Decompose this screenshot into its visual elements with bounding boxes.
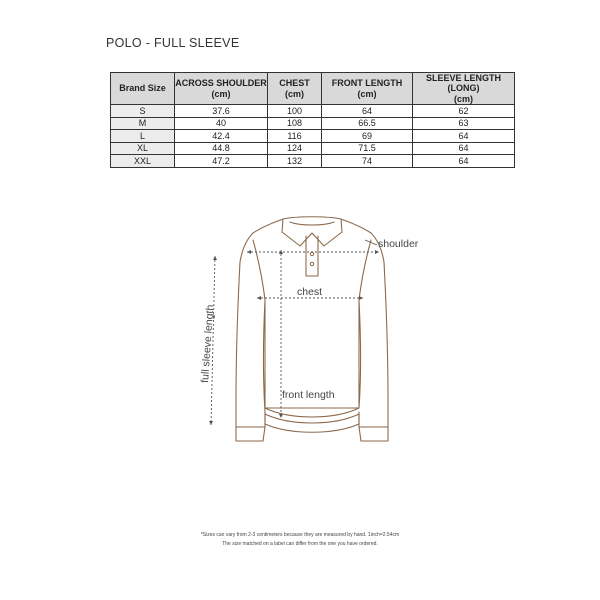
- front-length-label: front length: [282, 389, 335, 401]
- cell-chest: 132: [268, 155, 322, 168]
- cell-sleeve-length: 64: [413, 155, 515, 168]
- sleeve-arrow-bottom: [209, 421, 213, 425]
- footnote: [0, 531, 600, 548]
- cell-sleeve-length: 64: [413, 142, 515, 155]
- cell-shoulder: 37.6: [175, 105, 268, 118]
- sleeve-arrow-top: [213, 256, 217, 260]
- left-sleeve-seam: [253, 240, 265, 300]
- cell-sleeve-length: 62: [413, 105, 515, 118]
- button: [310, 252, 313, 255]
- shoulder-label: shoulder: [378, 238, 419, 250]
- footnote-line-1: *Sizes can vary from 2-3 centimeters because they are measured by hand. 1inch=2.54cm: [200, 532, 400, 538]
- cell-chest: 108: [268, 117, 322, 130]
- header-brand-size: Brand Size: [111, 73, 175, 105]
- chest-arrow-left: [257, 296, 261, 300]
- cell-size: S: [111, 105, 175, 118]
- cell-front-length: 71.5: [322, 142, 413, 155]
- cell-sleeve-length: 64: [413, 130, 515, 143]
- shirt-outline: [236, 217, 388, 441]
- cell-size: L: [111, 130, 175, 143]
- header-front-length: FRONT LENGTH (cm): [322, 73, 413, 105]
- header-sleeve-length: SLEEVE LENGTH (LONG) (cm): [413, 73, 515, 105]
- collar: [282, 217, 342, 246]
- cell-front-length: 66.5: [322, 117, 413, 130]
- cell-front-length: 64: [322, 105, 413, 118]
- cell-shoulder: 44.8: [175, 142, 268, 155]
- chest-label: chest: [297, 286, 323, 298]
- left-cuff: [236, 427, 265, 441]
- right-cuff: [359, 427, 388, 441]
- sleeve-label: full sleeve length: [199, 304, 217, 384]
- cell-shoulder: 47.2: [175, 155, 268, 168]
- footnote-line-2: The size matched on a label can differ from the one you have ordered.: [222, 540, 378, 547]
- cell-chest: 124: [268, 142, 322, 155]
- cell-size: XL: [111, 142, 175, 155]
- cell-shoulder: 42.4: [175, 130, 268, 143]
- page-title: POLO - FULL SLEEVE: [106, 36, 240, 50]
- waistband: [265, 408, 359, 432]
- button: [310, 262, 313, 265]
- header-chest: CHEST (cm): [268, 73, 322, 105]
- cell-front-length: 74: [322, 155, 413, 168]
- cell-chest: 100: [268, 105, 322, 118]
- shoulder-arrow-right: [375, 250, 379, 254]
- chest-arrow-right: [359, 296, 363, 300]
- header-across-shoulder: ACROSS SHOULDER (cm): [175, 73, 268, 105]
- cell-shoulder: 40: [175, 117, 268, 130]
- front-arrow-bottom: [279, 414, 283, 418]
- cell-front-length: 69: [322, 130, 413, 143]
- shoulder-arrow-left: [247, 250, 251, 254]
- cell-chest: 116: [268, 130, 322, 143]
- right-sleeve-seam: [359, 240, 371, 300]
- cell-size: M: [111, 117, 175, 130]
- cell-sleeve-length: 63: [413, 117, 515, 130]
- cell-size: XXL: [111, 155, 175, 168]
- placket-buttons: [310, 252, 313, 265]
